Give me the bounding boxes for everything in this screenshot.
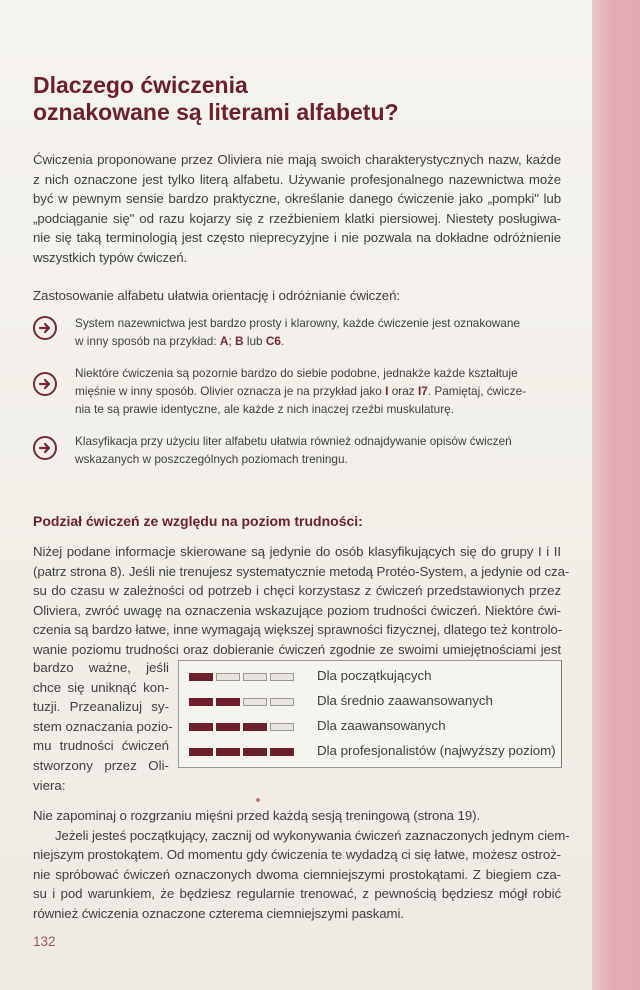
- difficulty-paragraph: [33, 542, 570, 660]
- intro-line: być w pewnym sensie bardzo praktyczne, określanie danego ćwiczenie jako „pompki" lub: [33, 191, 561, 207]
- title-line-1: Dlaczego ćwiczenia: [33, 72, 248, 98]
- difficulty-bar-filled: [270, 748, 294, 756]
- difficulty-bars: [189, 723, 297, 731]
- separator: oraz: [388, 384, 418, 398]
- paragraph-line: viera:: [33, 777, 66, 793]
- paragraph-line: również ćwiczenia oznaczone czterema ciemniejszymi paskami.: [33, 905, 404, 921]
- paragraph-line: su do czasu w zależności od potrzeb i chęci korzystasz z ćwiczeń przedstawionych przez: [33, 583, 561, 599]
- bullet-line: [75, 382, 561, 400]
- bullet-line: System nazewnictwa jest bardzo prosty i klarowny, każde ćwiczenie jest oznakowane: [75, 316, 520, 330]
- difficulty-bar-filled: [189, 723, 213, 731]
- legend-row: [189, 667, 559, 687]
- difficulty-bar-empty: [243, 698, 267, 706]
- exercise-code: I: [385, 384, 389, 398]
- lead-paragraph: [33, 286, 561, 306]
- paragraph-line: nie spróbować ćwiczeń oznaczonych dwoma ciemniejszymi prostokątami. Z biegiem cza-: [33, 866, 561, 882]
- legend-label: Dla średnio zaawansowanych: [317, 693, 493, 708]
- exercise-code: A: [219, 334, 229, 348]
- closing-paragraph: [33, 806, 570, 924]
- bullet-text: [75, 432, 561, 468]
- bullet-line: Niektóre ćwiczenia są pozornie bardzo do siebie podobne, jednakże każde kształtuje: [75, 366, 518, 380]
- bullet-line: wskazanych w poszczególnych poziomach treningu.: [75, 452, 348, 466]
- difficulty-bar-empty: [270, 723, 294, 731]
- difficulty-bar-filled: [243, 723, 267, 731]
- bullet-text: [75, 314, 561, 350]
- bullet-text: [75, 364, 561, 418]
- exercise-code: B: [235, 334, 244, 348]
- paragraph-line: Niżej podane informacje skierowane są jedynie do osób klasyfikujących się do grupy I i II: [33, 544, 561, 559]
- paragraph-line: bardzo ważne, jeśli: [33, 660, 169, 675]
- difficulty-bars: [189, 748, 297, 756]
- paragraph-line: stem oznaczania pozio-: [33, 718, 173, 734]
- exercise-code: I7: [417, 384, 428, 398]
- bullet-line: Klasyfikacja przy użyciu liter alfabetu ułatwia również odnajdywanie opisów ćwiczeń: [75, 434, 512, 448]
- difficulty-bar-filled: [216, 723, 240, 731]
- legend-row: [189, 692, 559, 712]
- paragraph-line: stworzony przez Oli-: [33, 757, 169, 773]
- paragraph-line: Nie zapominaj o rozgrzaniu mięśni przed każdą sesją treningową (strona 19).: [33, 808, 481, 823]
- difficulty-legend: [178, 660, 562, 768]
- intro-line: z nich oznaczone jest tylko literą alfabetu. Używanie profesjonalnego nazewnictwa może: [33, 171, 561, 187]
- difficulty-bar-filled: [216, 698, 240, 706]
- legend-row: [189, 742, 559, 762]
- bullet-line-text: . Pamiętaj, ćwicze-: [427, 384, 527, 398]
- paragraph-line: mu trudności ćwiczeń: [33, 738, 169, 754]
- wrapped-text: [33, 658, 173, 795]
- bullet-line-text: mięśnie w inny sposób. Olivier oznacza je na przykład jako: [75, 384, 386, 398]
- difficulty-bar-filled: [189, 673, 213, 681]
- page-edge-strip: [592, 0, 640, 990]
- difficulty-bar-empty: [270, 698, 294, 706]
- difficulty-bar-empty: [216, 673, 240, 681]
- difficulty-bars: [189, 698, 297, 706]
- intro-line: Ćwiczenia proponowane przez Oliviera nie mają swoich charakterystycznych nazw, każde: [33, 152, 561, 167]
- exercise-code: C6: [265, 334, 281, 348]
- decorative-dot: [256, 798, 260, 802]
- difficulty-bar-filled: [189, 698, 213, 706]
- section-subheading: Podział ćwiczeń ze względu na poziom trudności:: [33, 513, 363, 529]
- intro-line: nie się taką terminologią jest często nieprecyzyjne i nie pozwala na dokładne odróżnienie: [33, 230, 561, 246]
- arrow-right-circle-icon: [33, 436, 57, 460]
- difficulty-bar-filled: [216, 748, 240, 756]
- paragraph-line: (patrz strona 8). Jeśli nie trenujesz systematycznie metodą Protéo-System, a jedynie od cza-: [33, 563, 570, 579]
- paragraph-line: wanie poziomu trudności oraz dobieranie ćwiczeń zgodnie ze swoimi umiejętnościami jest: [33, 641, 561, 657]
- bullet-line: nia te są prawie identyczne, ale każde z nich inaczej rzeźbi muskulaturę.: [75, 402, 455, 416]
- bullet-line: [75, 332, 561, 350]
- intro-line: „podciąganie się" od razu kojarzy się z rzeźbieniem klatki piersiowej. Niestety posługiwa-: [33, 210, 561, 226]
- arrow-right-circle-icon: [33, 316, 57, 340]
- paragraph-line: czenia są bardzo łatwe, inne wymagają większej sprawności fizycznej, dlatego też kontrolo-: [33, 622, 563, 638]
- legend-label: Dla zaawansowanych: [317, 718, 446, 733]
- separator: lub: [243, 334, 266, 348]
- paragraph-line: niejszym prostokątem. Od momentu gdy ćwiczenia te wydadzą ci się łatwe, możesz ostroż-: [33, 847, 561, 863]
- difficulty-bars: [189, 673, 297, 681]
- paragraph-line: su i pod warunkiem, że będziesz regularnie trenować, z pewnością będziesz mógł robić: [33, 886, 561, 902]
- difficulty-bar-empty: [243, 673, 267, 681]
- paragraph-line: Jeżeli jesteś początkujący, zacznij od wykonywania ćwiczeń zaznaczonych jednym ciem-: [55, 827, 570, 843]
- legend-row: [189, 717, 559, 737]
- paragraph-line: tuzji. Przeanalizuj sy-: [33, 699, 169, 715]
- separator: .: [280, 334, 285, 348]
- separator: ;: [228, 334, 236, 348]
- difficulty-bar-filled: [243, 748, 267, 756]
- page-title: [33, 72, 533, 126]
- paragraph-line: Oliviera, zwróć uwagę na oznaczenia wskazujące poziom trudności ćwiczeń. Niektóre ćwi-: [33, 602, 561, 618]
- difficulty-bar-filled: [189, 748, 213, 756]
- difficulty-bar-empty: [270, 673, 294, 681]
- legend-label: Dla początkujących: [317, 668, 432, 683]
- lead-line: Zastosowanie alfabetu ułatwia orientację i odróżnianie ćwiczeń:: [33, 288, 400, 303]
- bullet-line-text: w inny sposób na przykład:: [75, 334, 220, 348]
- intro-line: wszystkich typów ćwiczeń.: [33, 249, 188, 265]
- legend-label: Dla profesjonalistów (najwyższy poziom): [317, 743, 556, 758]
- page-number: 132: [33, 934, 56, 949]
- title-line-2: oznakowane są literami alfabetu?: [33, 99, 399, 125]
- intro-paragraph: [33, 150, 561, 268]
- paragraph-line: chce się uniknąć kon-: [33, 679, 169, 695]
- arrow-right-circle-icon: [33, 372, 57, 396]
